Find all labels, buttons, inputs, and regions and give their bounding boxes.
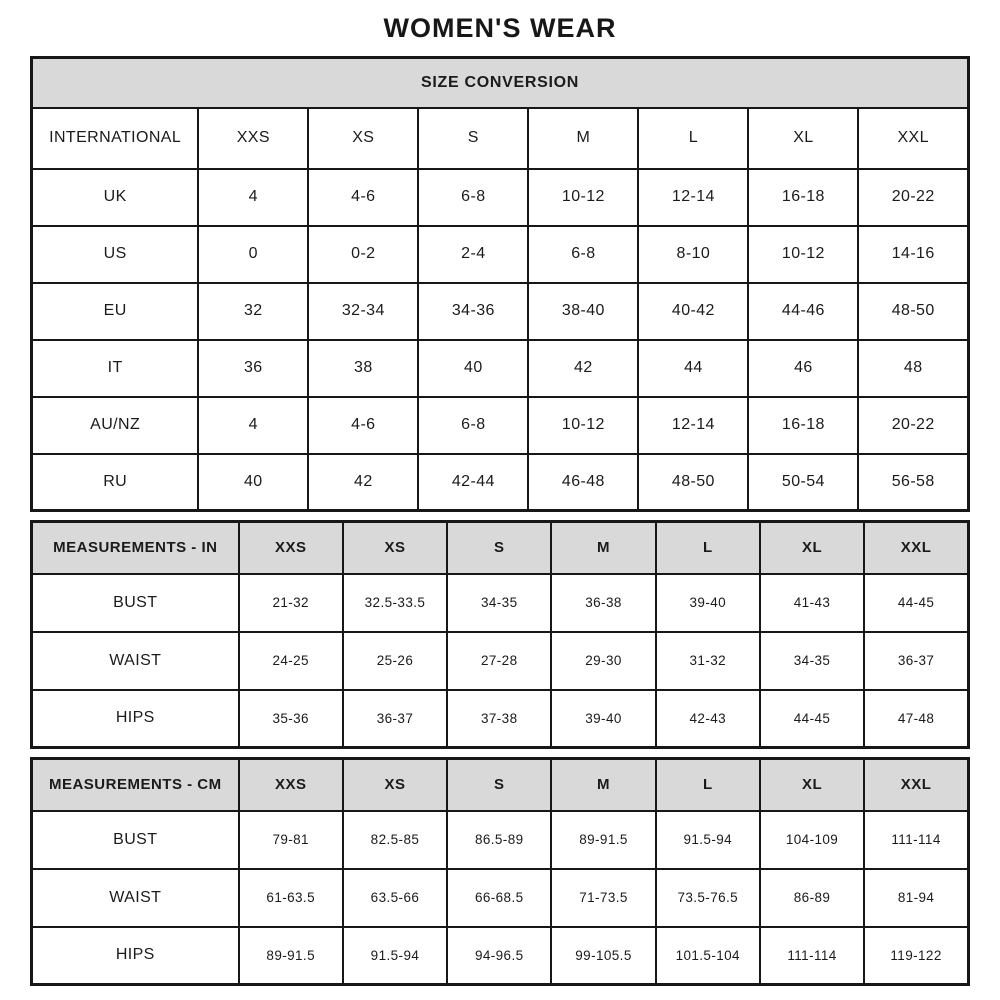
measurement-cell: 34-35 bbox=[447, 574, 551, 632]
measurement-cell: 21-32 bbox=[239, 574, 343, 632]
measurement-cell: 42-43 bbox=[656, 690, 760, 748]
column-header-s: S bbox=[418, 108, 528, 169]
table-row-uk bbox=[32, 169, 969, 226]
measurement-cell: 39-40 bbox=[656, 574, 760, 632]
row-label: AU/NZ bbox=[32, 397, 199, 454]
column-header-xl: XL bbox=[748, 108, 858, 169]
size-cell: 20-22 bbox=[858, 397, 968, 454]
size-cell: 10-12 bbox=[748, 226, 858, 283]
size-cell: 42 bbox=[528, 340, 638, 397]
measurement-cell: 86-89 bbox=[760, 869, 864, 927]
table-title-row bbox=[32, 58, 969, 108]
size-cell: 4-6 bbox=[308, 397, 418, 454]
size-cell: 16-18 bbox=[748, 169, 858, 226]
row-label: IT bbox=[32, 340, 199, 397]
size-cell: 32-34 bbox=[308, 283, 418, 340]
column-header-s: S bbox=[447, 522, 551, 574]
measurement-cell: 39-40 bbox=[551, 690, 655, 748]
size-cell: 40 bbox=[418, 340, 528, 397]
size-cell: 48 bbox=[858, 340, 968, 397]
size-cell: 8-10 bbox=[638, 226, 748, 283]
measurement-cell: 63.5-66 bbox=[343, 869, 447, 927]
size-cell: 40 bbox=[198, 454, 308, 511]
measurement-cell: 111-114 bbox=[760, 927, 864, 985]
measurement-cell: 73.5-76.5 bbox=[656, 869, 760, 927]
column-header-l: L bbox=[638, 108, 748, 169]
measurement-cell: 41-43 bbox=[760, 574, 864, 632]
column-header-xxl: XXL bbox=[864, 522, 968, 574]
size-cell: 12-14 bbox=[638, 169, 748, 226]
measurement-cell: 66-68.5 bbox=[447, 869, 551, 927]
measurement-cell: 81-94 bbox=[864, 869, 968, 927]
size-cell: 14-16 bbox=[858, 226, 968, 283]
column-header-m: M bbox=[551, 759, 655, 811]
measurement-cell: 104-109 bbox=[760, 811, 864, 869]
table-row-aunz bbox=[32, 397, 969, 454]
measurements-cm-title: MEASUREMENTS - CM bbox=[32, 759, 239, 811]
measurement-cell: 61-63.5 bbox=[239, 869, 343, 927]
size-cell: 42-44 bbox=[418, 454, 528, 511]
measurement-cell: 44-45 bbox=[864, 574, 968, 632]
measurement-cell: 94-96.5 bbox=[447, 927, 551, 985]
measurements-in-table bbox=[30, 520, 970, 749]
table-row-waist bbox=[32, 869, 969, 927]
column-header-xxl: XXL bbox=[864, 759, 968, 811]
measurement-cell: 89-91.5 bbox=[239, 927, 343, 985]
size-cell: 38 bbox=[308, 340, 418, 397]
table-row-ru bbox=[32, 454, 969, 511]
measurement-cell: 27-28 bbox=[447, 632, 551, 690]
table-row-bust bbox=[32, 811, 969, 869]
size-cell: 50-54 bbox=[748, 454, 858, 511]
row-label: RU bbox=[32, 454, 199, 511]
table-row-it bbox=[32, 340, 969, 397]
column-header-l: L bbox=[656, 759, 760, 811]
measurement-cell: 44-45 bbox=[760, 690, 864, 748]
size-cell: 40-42 bbox=[638, 283, 748, 340]
column-header-row bbox=[32, 759, 969, 811]
column-header-xl: XL bbox=[760, 759, 864, 811]
table-row-hips bbox=[32, 927, 969, 985]
measurement-cell: 101.5-104 bbox=[656, 927, 760, 985]
size-cell: 0-2 bbox=[308, 226, 418, 283]
row-label: BUST bbox=[32, 811, 239, 869]
size-cell: 20-22 bbox=[858, 169, 968, 226]
column-header-xxs: XXS bbox=[198, 108, 308, 169]
row-label: WAIST bbox=[32, 869, 239, 927]
table-row-eu bbox=[32, 283, 969, 340]
column-header-xxs: XXS bbox=[239, 759, 343, 811]
size-cell: 36 bbox=[198, 340, 308, 397]
measurement-cell: 25-26 bbox=[343, 632, 447, 690]
measurement-cell: 36-37 bbox=[343, 690, 447, 748]
measurement-cell: 47-48 bbox=[864, 690, 968, 748]
column-header-m: M bbox=[528, 108, 638, 169]
size-cell: 56-58 bbox=[858, 454, 968, 511]
size-cell: 4 bbox=[198, 397, 308, 454]
measurement-cell: 24-25 bbox=[239, 632, 343, 690]
measurement-cell: 36-38 bbox=[551, 574, 655, 632]
measurement-cell: 37-38 bbox=[447, 690, 551, 748]
size-cell: 6-8 bbox=[418, 169, 528, 226]
size-cell: 32 bbox=[198, 283, 308, 340]
size-cell: 0 bbox=[198, 226, 308, 283]
measurement-cell: 34-35 bbox=[760, 632, 864, 690]
size-conversion-title: SIZE CONVERSION bbox=[32, 58, 969, 108]
column-header-m: M bbox=[551, 522, 655, 574]
measurement-cell: 82.5-85 bbox=[343, 811, 447, 869]
size-cell: 10-12 bbox=[528, 169, 638, 226]
measurement-cell: 32.5-33.5 bbox=[343, 574, 447, 632]
column-header-s: S bbox=[447, 759, 551, 811]
column-header-row bbox=[32, 108, 969, 169]
row-label: WAIST bbox=[32, 632, 239, 690]
measurement-cell: 29-30 bbox=[551, 632, 655, 690]
size-cell: 46 bbox=[748, 340, 858, 397]
row-label: BUST bbox=[32, 574, 239, 632]
table-row-waist bbox=[32, 632, 969, 690]
column-header-xs: XS bbox=[308, 108, 418, 169]
row-label: EU bbox=[32, 283, 199, 340]
table-row-bust bbox=[32, 574, 969, 632]
size-cell: 48-50 bbox=[858, 283, 968, 340]
measurement-cell: 86.5-89 bbox=[447, 811, 551, 869]
size-cell: 12-14 bbox=[638, 397, 748, 454]
size-cell: 2-4 bbox=[418, 226, 528, 283]
column-header-xs: XS bbox=[343, 522, 447, 574]
row-label: US bbox=[32, 226, 199, 283]
column-header-xxs: XXS bbox=[239, 522, 343, 574]
size-conversion-table bbox=[30, 56, 970, 512]
column-header-row bbox=[32, 522, 969, 574]
column-header-xs: XS bbox=[343, 759, 447, 811]
measurement-cell: 99-105.5 bbox=[551, 927, 655, 985]
column-header-international: INTERNATIONAL bbox=[32, 108, 199, 169]
row-label: HIPS bbox=[32, 690, 239, 748]
size-cell: 38-40 bbox=[528, 283, 638, 340]
measurement-cell: 36-37 bbox=[864, 632, 968, 690]
measurement-cell: 79-81 bbox=[239, 811, 343, 869]
column-header-l: L bbox=[656, 522, 760, 574]
table-row-us bbox=[32, 226, 969, 283]
measurement-cell: 31-32 bbox=[656, 632, 760, 690]
size-cell: 44 bbox=[638, 340, 748, 397]
size-cell: 4 bbox=[198, 169, 308, 226]
measurement-cell: 91.5-94 bbox=[656, 811, 760, 869]
measurement-cell: 71-73.5 bbox=[551, 869, 655, 927]
column-header-xl: XL bbox=[760, 522, 864, 574]
measurements-in-title: MEASUREMENTS - IN bbox=[32, 522, 239, 574]
size-cell: 42 bbox=[308, 454, 418, 511]
measurement-cell: 111-114 bbox=[864, 811, 968, 869]
column-header-xxl: XXL bbox=[858, 108, 968, 169]
size-cell: 6-8 bbox=[418, 397, 528, 454]
measurement-cell: 91.5-94 bbox=[343, 927, 447, 985]
size-cell: 46-48 bbox=[528, 454, 638, 511]
size-cell: 6-8 bbox=[528, 226, 638, 283]
size-cell: 16-18 bbox=[748, 397, 858, 454]
size-cell: 48-50 bbox=[638, 454, 748, 511]
page-title: WOMEN'S WEAR bbox=[383, 13, 617, 43]
row-label: UK bbox=[32, 169, 199, 226]
measurement-cell: 119-122 bbox=[864, 927, 968, 985]
row-label: HIPS bbox=[32, 927, 239, 985]
measurements-cm-table bbox=[30, 757, 970, 986]
size-cell: 4-6 bbox=[308, 169, 418, 226]
size-cell: 34-36 bbox=[418, 283, 528, 340]
size-cell: 44-46 bbox=[748, 283, 858, 340]
size-cell: 10-12 bbox=[528, 397, 638, 454]
table-row-hips bbox=[32, 690, 969, 748]
measurement-cell: 35-36 bbox=[239, 690, 343, 748]
measurement-cell: 89-91.5 bbox=[551, 811, 655, 869]
